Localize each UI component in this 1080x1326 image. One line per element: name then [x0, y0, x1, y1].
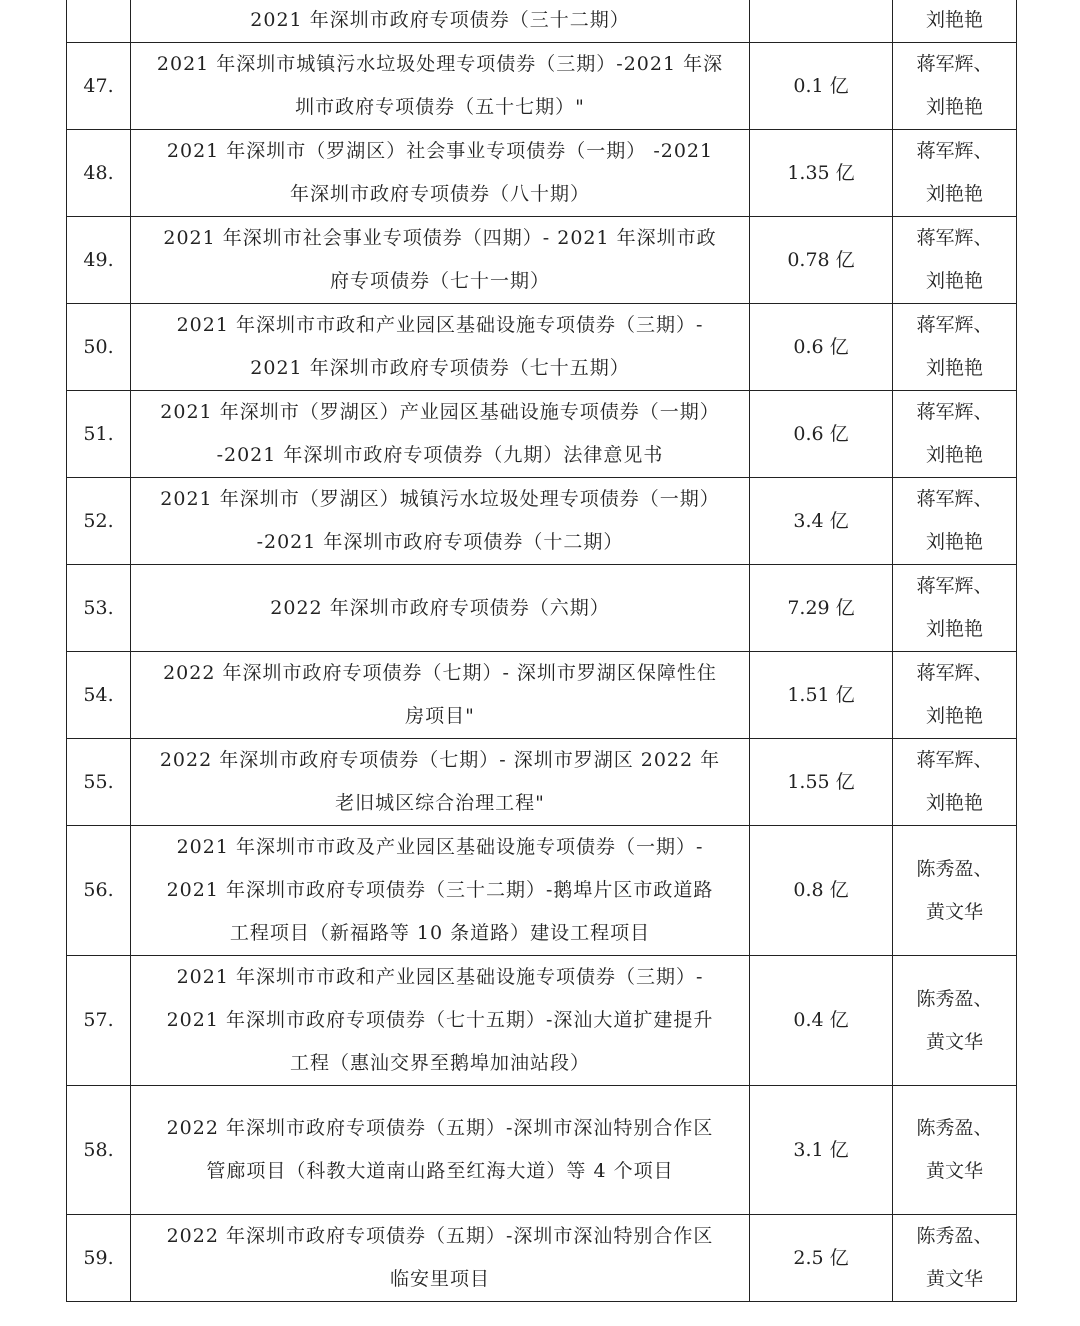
table-row — [67, 1086, 1017, 1215]
lawyer-name: 蒋军辉、 — [916, 140, 993, 162]
bond-amount: 0.8 亿 — [750, 826, 893, 956]
responsible-lawyers — [893, 1086, 1017, 1215]
bond-amount: 0.78 亿 — [750, 217, 893, 304]
row-number: 54. — [67, 652, 131, 739]
table-row — [67, 478, 1017, 565]
bond-name — [131, 0, 750, 43]
lawyer-name: 蒋军辉、 — [916, 401, 993, 423]
responsible-lawyers — [893, 478, 1017, 565]
bond-name — [131, 739, 750, 826]
bond-name-line: 2021 年深圳市城镇污水垃圾处理专项债券（三期）-2021 年深 — [156, 53, 724, 75]
responsible-lawyers — [893, 0, 1017, 43]
bond-amount: 1.35 亿 — [750, 130, 893, 217]
bond-name — [131, 478, 750, 565]
bond-name-line: 府专项债券（七十一期） — [329, 270, 550, 292]
lawyer-name: 刘艳艳 — [925, 270, 983, 292]
lawyer-name: 刘艳艳 — [925, 531, 983, 553]
bond-name-line: 圳市政府专项债券（五十七期）" — [295, 96, 585, 118]
bond-name-line: 2021 年深圳市市政和产业园区基础设施专项债券（三期）- — [176, 966, 704, 988]
lawyer-name: 蒋军辉、 — [916, 227, 993, 249]
bond-name-line: 工程（惠汕交界至鹅埠加油站段） — [289, 1052, 590, 1074]
lawyer-name: 刘艳艳 — [925, 183, 983, 205]
bond-amount: 1.51 亿 — [750, 652, 893, 739]
bond-amount: 3.4 亿 — [750, 478, 893, 565]
bond-table-body — [67, 0, 1017, 1302]
responsible-lawyers — [893, 43, 1017, 130]
lawyer-name: 蒋军辉、 — [916, 53, 993, 75]
bond-name — [131, 217, 750, 304]
table-row — [67, 1215, 1017, 1302]
responsible-lawyers — [893, 826, 1017, 956]
bond-table — [66, 0, 1017, 1302]
row-number: 51. — [67, 391, 131, 478]
lawyer-name: 刘艳艳 — [925, 444, 983, 466]
lawyer-name: 刘艳艳 — [925, 705, 983, 727]
row-number: 58. — [67, 1086, 131, 1215]
bond-name-line: 2022 年深圳市政府专项债券（七期）- 深圳市罗湖区 2022 年 — [159, 749, 721, 771]
bond-name — [131, 956, 750, 1086]
row-number: 55. — [67, 739, 131, 826]
row-number: 53. — [67, 565, 131, 652]
bond-name-line: 2021 年深圳市政府专项债券（七十五期）-深汕大道扩建提升 — [166, 1009, 714, 1031]
lawyer-name: 陈秀盈、 — [916, 987, 993, 1010]
bond-name-line: 工程项目（新福路等 10 条道路）建设工程项目 — [229, 922, 651, 944]
bond-name-line: 2021 年深圳市市政和产业园区基础设施专项债券（三期）- — [176, 314, 704, 336]
bond-name-line: 2021 年深圳市政府专项债券（七十五期） — [250, 357, 630, 379]
bond-name — [131, 1215, 750, 1302]
table-row — [67, 391, 1017, 478]
bond-name-line: 2022 年深圳市政府专项债券（七期）- 深圳市罗湖区保障性住 — [163, 662, 717, 684]
table-row — [67, 956, 1017, 1086]
lawyer-name: 蒋军辉、 — [916, 488, 993, 510]
bond-amount — [750, 0, 893, 43]
lawyer-name: 刘艳艳 — [925, 618, 983, 640]
lawyer-name: 黄文华 — [925, 1030, 983, 1053]
bond-name — [131, 43, 750, 130]
responsible-lawyers — [893, 391, 1017, 478]
lawyer-name: 蒋军辉、 — [916, 749, 993, 771]
bond-name-line: 2021 年深圳市政府专项债券（三十二期）-鹅埠片区市政道路 — [166, 879, 714, 901]
responsible-lawyers — [893, 739, 1017, 826]
responsible-lawyers — [893, 1215, 1017, 1302]
bond-name-line: 房项目" — [405, 705, 475, 727]
bond-name — [131, 304, 750, 391]
lawyer-name: 陈秀盈、 — [916, 1225, 993, 1247]
lawyer-name: 黄文华 — [925, 900, 983, 923]
lawyer-name: 蒋军辉、 — [916, 662, 993, 684]
bond-amount: 3.1 亿 — [750, 1086, 893, 1215]
row-number: 50. — [67, 304, 131, 391]
responsible-lawyers — [893, 956, 1017, 1086]
row-number: 47. — [67, 43, 131, 130]
bond-name-line: 管廊项目（科教大道南山路至红海大道）等 4 个项目 — [206, 1160, 674, 1182]
bond-amount: 1.55 亿 — [750, 739, 893, 826]
bond-amount: 0.6 亿 — [750, 304, 893, 391]
bond-name-line: 2021 年深圳市（罗湖区）产业园区基础设施专项债券（一期） — [160, 401, 720, 423]
lawyer-name: 黄文华 — [925, 1160, 983, 1182]
table-row — [67, 43, 1017, 130]
bond-amount: 7.29 亿 — [750, 565, 893, 652]
lawyer-name: 陈秀盈、 — [916, 857, 993, 880]
bond-name — [131, 826, 750, 956]
bond-name-line: -2021 年深圳市政府专项债券（十二期） — [256, 531, 624, 553]
bond-name-line: 2022 年深圳市政府专项债券（五期）-深圳市深汕特别合作区 — [166, 1225, 714, 1247]
row-number: 56. — [67, 826, 131, 956]
bond-amount: 0.6 亿 — [750, 391, 893, 478]
bond-name-line: 2022 年深圳市政府专项债券（五期）-深圳市深汕特别合作区 — [166, 1117, 714, 1139]
table-row — [67, 304, 1017, 391]
row-number: 48. — [67, 130, 131, 217]
table-row — [67, 565, 1017, 652]
lawyer-name: 刘艳艳 — [925, 9, 983, 31]
lawyer-name: 蒋军辉、 — [916, 575, 993, 597]
responsible-lawyers — [893, 565, 1017, 652]
lawyer-name: 蒋军辉、 — [916, 314, 993, 336]
bond-name-line: 老旧城区综合治理工程" — [335, 792, 545, 814]
table-row — [67, 217, 1017, 304]
table-row — [67, 0, 1017, 43]
bond-name — [131, 130, 750, 217]
responsible-lawyers — [893, 217, 1017, 304]
responsible-lawyers — [893, 130, 1017, 217]
bond-name-line: 年深圳市政府专项债券（八十期） — [289, 183, 590, 205]
row-number: 49. — [67, 217, 131, 304]
row-number — [67, 0, 131, 43]
row-number: 52. — [67, 478, 131, 565]
lawyer-name: 陈秀盈、 — [916, 1117, 993, 1139]
table-row — [67, 826, 1017, 956]
responsible-lawyers — [893, 652, 1017, 739]
bond-name — [131, 565, 750, 652]
bond-name-line: 临安里项目 — [389, 1268, 490, 1290]
bond-name-line: 2021 年深圳市市政及产业园区基础设施专项债券（一期）- — [176, 836, 704, 858]
row-number: 59. — [67, 1215, 131, 1302]
bond-name — [131, 652, 750, 739]
bond-name-line: -2021 年深圳市政府专项债券（九期）法律意见书 — [216, 444, 664, 466]
row-number: 57. — [67, 956, 131, 1086]
bond-amount: 0.1 亿 — [750, 43, 893, 130]
table-row — [67, 652, 1017, 739]
table-row — [67, 130, 1017, 217]
lawyer-name: 黄文华 — [925, 1268, 983, 1290]
bond-name — [131, 1086, 750, 1215]
bond-name-line: 2021 年深圳市（罗湖区）城镇污水垃圾处理专项债券（一期） — [160, 488, 720, 510]
table-row — [67, 739, 1017, 826]
bond-name-line: 2021 年深圳市政府专项债券（三十二期） — [250, 9, 630, 31]
bond-name-line: 2022 年深圳市政府专项债券（六期） — [270, 596, 610, 619]
bond-name — [131, 391, 750, 478]
bond-amount: 2.5 亿 — [750, 1215, 893, 1302]
responsible-lawyers — [893, 304, 1017, 391]
bond-name-line: 2021 年深圳市社会事业专项债券（四期）- 2021 年深圳市政 — [163, 227, 717, 249]
bond-name-line: 2021 年深圳市（罗湖区）社会事业专项债券（一期） -2021 — [166, 140, 714, 162]
lawyer-name: 刘艳艳 — [925, 792, 983, 814]
lawyer-name: 刘艳艳 — [925, 96, 983, 118]
lawyer-name: 刘艳艳 — [925, 357, 983, 379]
bond-amount: 0.4 亿 — [750, 956, 893, 1086]
